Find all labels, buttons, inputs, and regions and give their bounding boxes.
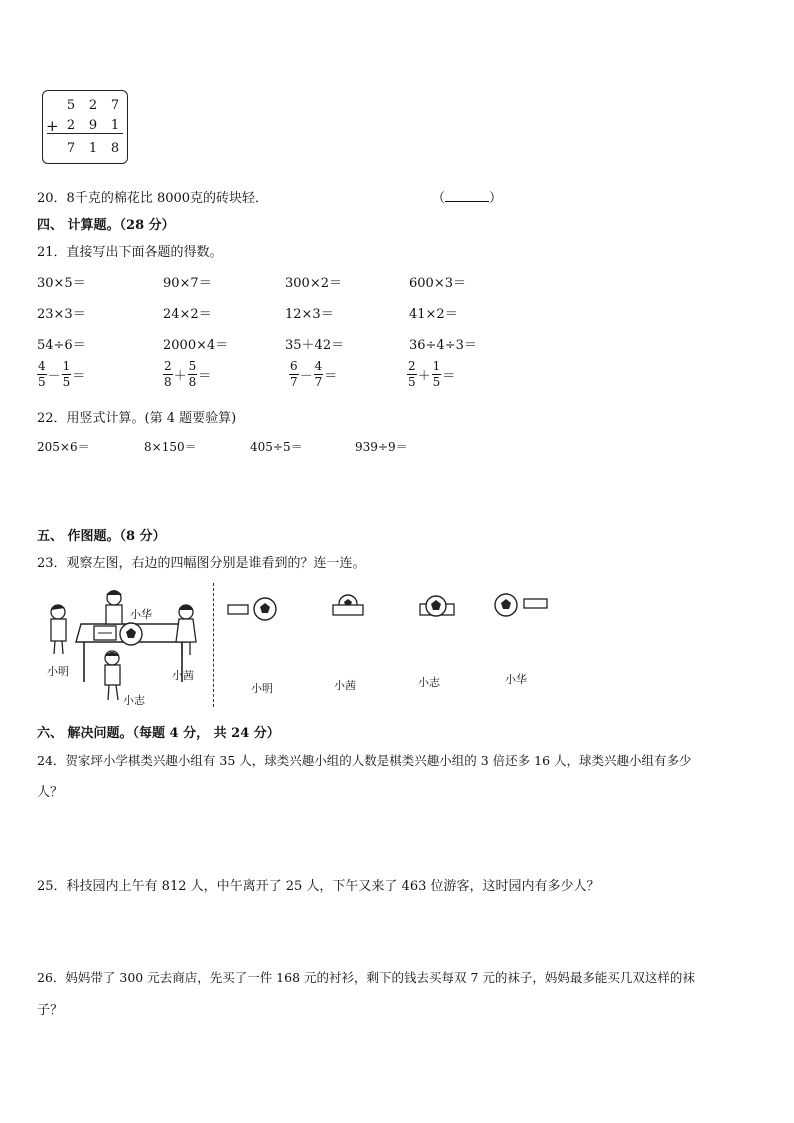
view-label: 小茜 bbox=[334, 679, 356, 692]
view-4-icon bbox=[493, 593, 551, 619]
view-label: 小华 bbox=[505, 673, 527, 686]
calc-item: 2000×4＝ bbox=[163, 338, 229, 353]
digit: 2 bbox=[88, 98, 98, 113]
view-label: 小明 bbox=[251, 682, 273, 695]
section-title: 五、 作图题。（8 分） bbox=[37, 529, 166, 544]
answer-bracket: （ ） bbox=[432, 191, 503, 206]
person-left-icon bbox=[51, 605, 66, 654]
vertical-calc-item: 205×6＝ bbox=[37, 440, 90, 454]
dashed-divider bbox=[213, 583, 214, 707]
person-right-icon bbox=[176, 605, 196, 655]
box-icon bbox=[94, 626, 116, 640]
calc-item: 30×5＝ bbox=[37, 276, 86, 291]
digit: 7 bbox=[66, 141, 76, 156]
scene-label: 小茜 bbox=[172, 669, 194, 682]
scene-label: 小志 bbox=[123, 694, 145, 707]
sum-rule bbox=[47, 133, 123, 134]
calc-item: 36÷4÷3＝ bbox=[409, 338, 477, 353]
addition-box bbox=[42, 90, 128, 164]
scene-label: 小华 bbox=[130, 608, 152, 621]
digit: 5 bbox=[66, 98, 76, 113]
calc-item: 300×2＝ bbox=[285, 276, 342, 291]
digit: 1 bbox=[110, 118, 120, 133]
fraction-item: $\frac{2}{5}$ ＋ $\frac{1}{5}$ ＝ bbox=[408, 359, 456, 389]
question-26-line2: 子？ bbox=[37, 1003, 64, 1018]
question-20 bbox=[37, 187, 268, 206]
fraction-item: $\frac{4}{5}$ － $\frac{1}{5}$ ＝ bbox=[38, 359, 86, 389]
question-24-line1: 24．贺家坪小学棋类兴趣小组有 35 人，球类兴趣小组的人数是棋类兴趣小组的 3 倍还多 16 人，球类兴趣小组有多少 bbox=[37, 753, 692, 768]
question-24-line2: 人？ bbox=[37, 785, 64, 800]
calc-item: 90×7＝ bbox=[163, 276, 212, 291]
question-26-line1: 26．妈妈带了 300 元去商店，先买了一件 168 元的衬衫，剩下的钱去买每双 7 元的袜子，妈妈最多能买几双这样的袜 bbox=[37, 970, 695, 985]
scene-label: 小明 bbox=[47, 665, 69, 678]
view-3-icon bbox=[417, 594, 457, 620]
digit: 9 bbox=[88, 118, 98, 133]
calc-item: 600×3＝ bbox=[409, 276, 466, 291]
question-23-title: 23．观察左图，右边的四幅图分别是谁看到的？连一连。 bbox=[37, 556, 366, 571]
digit: 8 bbox=[110, 141, 120, 156]
vertical-calc-item: 405÷5＝ bbox=[250, 440, 303, 454]
question-text: 20．8千克的棉花比 8000克的砖块轻． bbox=[37, 191, 269, 206]
answer-blank[interactable] bbox=[445, 189, 489, 202]
question-22-title: 22．用竖式计算。(第 4 题要验算) bbox=[37, 411, 237, 426]
digit: 1 bbox=[88, 141, 98, 156]
digit: 2 bbox=[66, 118, 76, 133]
person-top-icon bbox=[106, 590, 122, 624]
view-2-icon bbox=[330, 594, 366, 618]
section-title: 六、 解决问题。（每题 4 分， 共 24 分） bbox=[37, 726, 280, 741]
calc-item: 24×2＝ bbox=[163, 307, 212, 322]
question-21-title: 21．直接写出下面各题的得数。 bbox=[37, 245, 223, 260]
section-title: 四、 计算题。（28 分） bbox=[37, 218, 175, 233]
calc-item: 41×2＝ bbox=[409, 307, 458, 322]
question-25: 25．科技园内上午有 812 人，中午离开了 25 人，下午又来了 463 位游客，这时园内有多少人？ bbox=[37, 879, 600, 894]
vertical-calc-item: 939÷9＝ bbox=[355, 440, 408, 454]
digit: 7 bbox=[110, 98, 120, 113]
calc-item: 54÷6＝ bbox=[37, 338, 86, 353]
soccer-ball-icon bbox=[120, 623, 142, 645]
plus-sign: + bbox=[46, 117, 59, 135]
fraction-item: $\frac{2}{8}$ ＋ $\frac{5}{8}$ ＝ bbox=[164, 359, 212, 389]
calc-item: 12×3＝ bbox=[285, 307, 334, 322]
calc-item: 23×3＝ bbox=[37, 307, 86, 322]
fraction-item: $\frac{6}{7}$ － $\frac{4}{7}$ ＝ bbox=[290, 359, 338, 389]
view-label: 小志 bbox=[418, 676, 440, 689]
calc-item: 35＋42＝ bbox=[285, 338, 345, 353]
view-1-icon bbox=[226, 596, 278, 622]
person-bottom-icon bbox=[105, 651, 120, 700]
vertical-calc-item: 8×150＝ bbox=[144, 440, 197, 454]
